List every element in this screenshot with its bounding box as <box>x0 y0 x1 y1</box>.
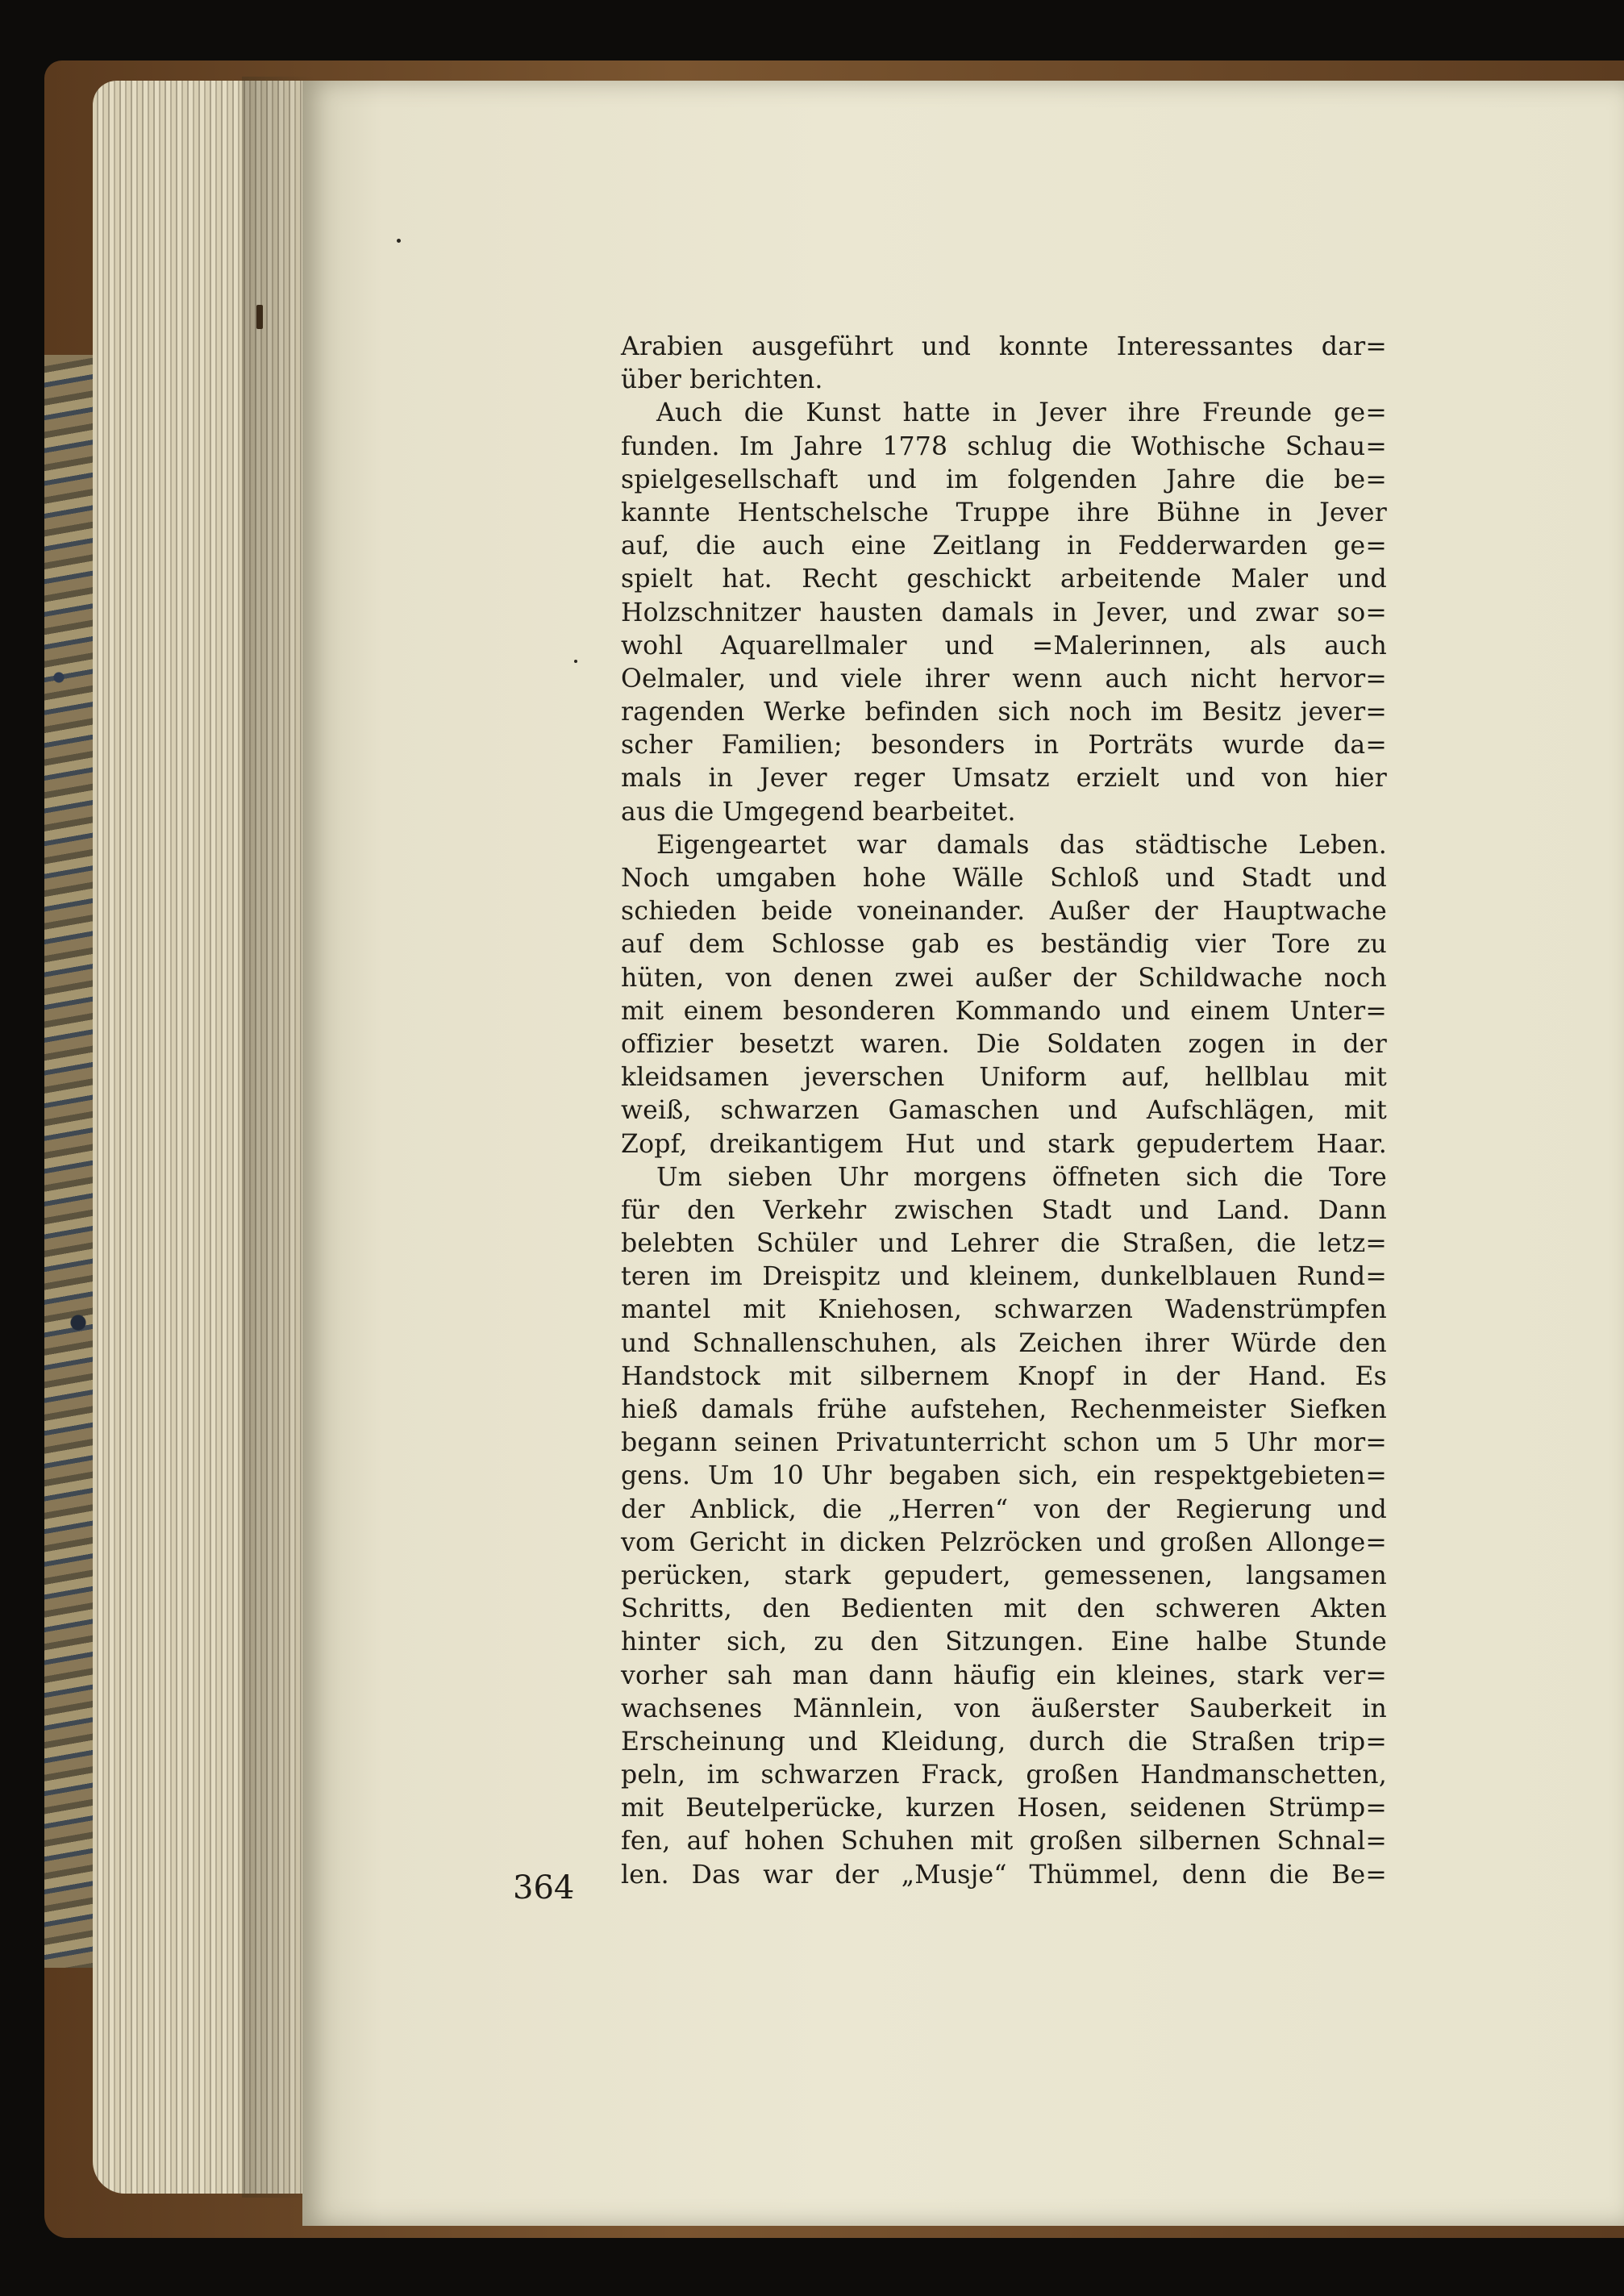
body-text <box>621 331 1387 1892</box>
text-line: hüten, von denen zwei außer der Schildwache noch <box>621 963 1387 993</box>
text-line: wachsenes Männlein, von äußerster Sauberkeit in <box>621 1694 1387 1723</box>
text-line: Handstock mit silbernem Knopf in der Hand. Es <box>621 1361 1387 1391</box>
text-line: für den Verkehr zwischen Stadt und Land. Dann <box>621 1195 1387 1225</box>
text-line: kannte Hentschelsche Truppe ihre Bühne in Jever <box>621 498 1387 527</box>
text-line: teren im Dreispitz und kleinem, dunkelblauen Rund= <box>621 1262 1387 1292</box>
page-number: 364 <box>513 1869 575 1906</box>
text-line: peln, im schwarzen Frack, großen Handmanschetten, <box>621 1761 1387 1790</box>
text-line: Auch die Kunst hatte in Jever ihre Freunde ge= <box>656 398 1387 428</box>
text-line: Arabien ausgeführt und konnte Interessantes dar= <box>621 332 1387 361</box>
text-line: über berichten. <box>621 365 823 395</box>
text-line: wohl Aquarellmaler und =Malerinnen, als auch <box>621 631 1387 660</box>
text-line: Eigengeartet war damals das städtische Leben. <box>656 830 1387 860</box>
text-line: aus die Umgegend bearbeitet. <box>621 797 1016 827</box>
binding-mark <box>256 305 263 329</box>
text-line: vorher sah man dann häufig ein kleines, stark ver= <box>621 1661 1387 1690</box>
text-line: fen, auf hohen Schuhen mit großen silbernen Schnal= <box>621 1827 1387 1856</box>
text-line: Um sieben Uhr morgens öffneten sich die Tore <box>656 1162 1387 1192</box>
text-line: weiß, schwarzen Gamaschen und Aufschlägen, mit <box>621 1096 1387 1126</box>
text-line: Holzschnitzer hausten damals in Jever, und zwar so= <box>621 598 1387 627</box>
text-line: kleidsamen jeverschen Uniform auf, hellblau mit <box>621 1063 1387 1093</box>
text-line: funden. Im Jahre 1778 schlug die Wothische Schau= <box>621 431 1387 461</box>
text-line: vom Gericht in dicken Pelzröcken und großen Allonge= <box>621 1527 1387 1557</box>
text-line: offizier besetzt waren. Die Soldaten zogen in der <box>621 1029 1387 1059</box>
paper-speck <box>574 660 577 663</box>
text-line: mantel mit Kniehosen, schwarzen Wadenstrümpfen <box>621 1295 1387 1325</box>
text-line: len. Das war der „Musje“ Thümmel, denn die Be= <box>621 1860 1387 1890</box>
text-line: Erscheinung und Kleidung, durch die Straßen trip= <box>621 1727 1387 1756</box>
marbled-edge <box>44 355 93 1968</box>
text-line: auf, die auch eine Zeitlang in Fedderwarden ge= <box>621 531 1387 561</box>
text-line: hieß damals frühe aufstehen, Rechenmeister Siefken <box>621 1395 1387 1424</box>
text-line: der Anblick, die „Herren“ von der Regierung und <box>621 1494 1387 1524</box>
text-line: mit einem besonderen Kommando und einem Unter= <box>621 996 1387 1026</box>
text-line: belebten Schüler und Lehrer die Straßen, die letz= <box>621 1229 1387 1259</box>
text-line: Noch umgaben hohe Wälle Schloß und Stadt und <box>621 864 1387 893</box>
text-line: spielt hat. Recht geschickt arbeitende Maler und <box>621 565 1387 594</box>
text-line: begann seinen Privatunterricht schon um 5 Uhr mor= <box>621 1428 1387 1458</box>
text-line: Oelmaler, und viele ihrer wenn auch nicht hervor= <box>621 664 1387 694</box>
text-line: und Schnallenschuhen, als Zeichen ihrer Würde den <box>621 1328 1387 1358</box>
text-line: Zopf, dreikantigem Hut und stark gepudertem Haar. <box>621 1129 1387 1159</box>
text-line: mit Beutelperücke, kurzen Hosen, seidenen Strümp= <box>621 1794 1387 1823</box>
text-line: scher Familien; besonders in Porträts wurde da= <box>621 731 1387 760</box>
text-line: hinter sich, zu den Sitzungen. Eine halbe Stunde <box>621 1627 1387 1657</box>
text-line: auf dem Schlosse gab es beständig vier Tore zu <box>621 930 1387 960</box>
text-line: spielgesellschaft und im folgenden Jahre die be= <box>621 465 1387 494</box>
text-line: ragenden Werke befinden sich noch im Besitz jever= <box>621 698 1387 727</box>
text-line: schieden beide voneinander. Außer der Hauptwache <box>621 897 1387 927</box>
text-line: gens. Um 10 Uhr begaben sich, ein respektgebieten= <box>621 1461 1387 1491</box>
text-line: Schritts, den Bedienten mit den schweren Akten <box>621 1594 1387 1624</box>
text-line: perücken, stark gepudert, gemessenen, langsamen <box>621 1561 1387 1590</box>
paper-speck <box>397 239 401 243</box>
text-line: mals in Jever reger Umsatz erzielt und von hier <box>621 764 1387 794</box>
